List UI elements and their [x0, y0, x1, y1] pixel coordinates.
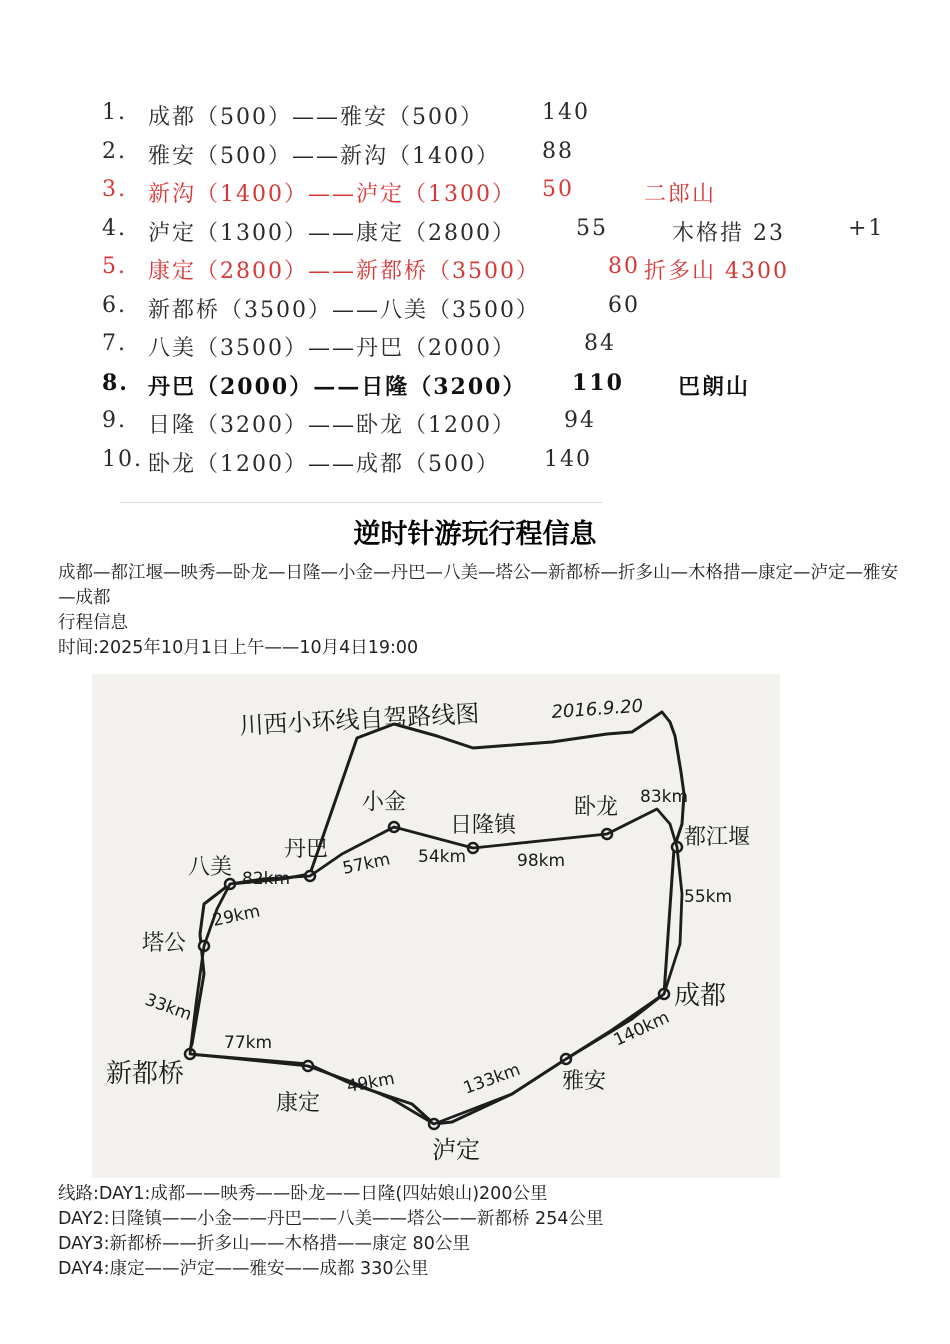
- time-line: 时间:2025年10月1日上午——10月4日19:00: [58, 638, 419, 658]
- place-label: 雅安: [562, 1069, 607, 1094]
- distance-label: 49km: [345, 1068, 397, 1097]
- divider: [120, 502, 602, 503]
- place-label: 八美: [188, 855, 233, 880]
- route-note: 巴朗山: [678, 373, 751, 400]
- distance-label: 33km: [142, 989, 195, 1026]
- route-segment: 卧龙（1200）——成都（500）: [148, 451, 500, 477]
- distance-label: 57km: [340, 849, 393, 879]
- route-distance: 60: [608, 292, 640, 318]
- place-label: 新都桥: [106, 1059, 185, 1089]
- page-title: 逆时针游玩行程信息: [353, 519, 597, 550]
- route-distance: 80: [608, 254, 640, 279]
- route-distance: 88: [542, 138, 574, 164]
- route-distance: 84: [584, 331, 616, 356]
- route-distance: 94: [564, 408, 596, 433]
- day-line: DAY3:新都桥——折多山——木格措——康定 80公里: [58, 1234, 470, 1254]
- place-label: 泸定: [432, 1136, 480, 1164]
- route-segment: 新都桥（3500）——八美（3500）: [148, 297, 540, 323]
- route-number: 2.: [102, 138, 127, 164]
- place-label: 康定: [276, 1091, 321, 1116]
- route-distance: 140: [544, 446, 592, 472]
- distance-label: 54km: [418, 847, 467, 867]
- route-list: [96, 88, 896, 498]
- place-label: 塔公: [142, 931, 187, 956]
- route-number: 4.: [102, 215, 127, 241]
- distance-label: 82km: [242, 869, 291, 889]
- place-label: 丹巴: [284, 837, 329, 862]
- route-map-svg: [92, 674, 780, 1178]
- route-number: 5.: [102, 254, 127, 279]
- route-distance: 140: [542, 100, 590, 125]
- distance-label: 77km: [224, 1033, 273, 1053]
- distance-label: 55km: [684, 887, 733, 907]
- route-number: 8.: [102, 369, 129, 396]
- route-segment: 康定（2800）——新都桥（3500）: [148, 259, 540, 284]
- section-label: 行程信息: [58, 613, 128, 633]
- route-extra: +1: [848, 215, 885, 241]
- distance-label: 29km: [210, 901, 263, 931]
- route-number: 1.: [102, 100, 127, 125]
- route-note: 二郎山: [644, 182, 717, 207]
- route-map-image: [92, 674, 780, 1178]
- day-line: DAY4:康定——泸定——雅安——成都 330公里: [58, 1259, 429, 1279]
- route-segment: 雅安（500）——新沟（1400）: [148, 143, 500, 169]
- distance-label: 140km: [610, 1007, 673, 1051]
- distance-label: 83km: [640, 787, 689, 807]
- route-segment: 泸定（1300）——康定（2800）: [148, 220, 516, 246]
- map-title: 川西小环线自驾路线图: [238, 699, 480, 740]
- day-line: 线路:DAY1:成都——映秀——卧龙——日隆(四姑娘山)200公里: [58, 1184, 548, 1204]
- place-label: 日隆镇: [450, 813, 517, 838]
- route-number: 7.: [102, 331, 127, 356]
- route-segment: 新沟（1400）——泸定（1300）: [148, 182, 516, 207]
- place-label: 卧龙: [574, 795, 619, 820]
- place-label: 都江堰: [684, 825, 751, 850]
- route-segment: 日隆（3200）——卧龙（1200）: [148, 413, 516, 438]
- route-summary: 成都—都江堰—映秀—卧龙—日隆—小金—丹巴—八美—塔公—新都桥—折多山—木格措—康定—泸定—雅安—成都: [58, 563, 898, 608]
- route-distance: 55: [576, 215, 608, 241]
- distance-label: 133km: [460, 1059, 524, 1099]
- route-segment: 八美（3500）——丹巴（2000）: [148, 336, 516, 361]
- distance-label: 98km: [517, 851, 566, 871]
- route-number: 9.: [102, 408, 127, 433]
- place-label: 小金: [362, 790, 407, 815]
- day-line: DAY2:日隆镇——小金——丹巴——八美——塔公——新都桥 254公里: [58, 1209, 604, 1229]
- route-segment: 成都（500）——雅安（500）: [148, 105, 484, 130]
- route-number: 6.: [102, 292, 127, 318]
- route-note: 木格措 23: [672, 220, 785, 246]
- route-number: 10.: [102, 446, 143, 472]
- route-segment: 丹巴（2000）——日隆（3200）: [148, 373, 527, 400]
- map-date: 2016.9.20: [550, 695, 644, 723]
- route-distance: 110: [572, 369, 624, 396]
- route-number: 3.: [102, 177, 127, 202]
- place-label: 成都: [674, 981, 727, 1011]
- route-note: 折多山 4300: [644, 259, 789, 284]
- route-distance: 50: [542, 177, 574, 202]
